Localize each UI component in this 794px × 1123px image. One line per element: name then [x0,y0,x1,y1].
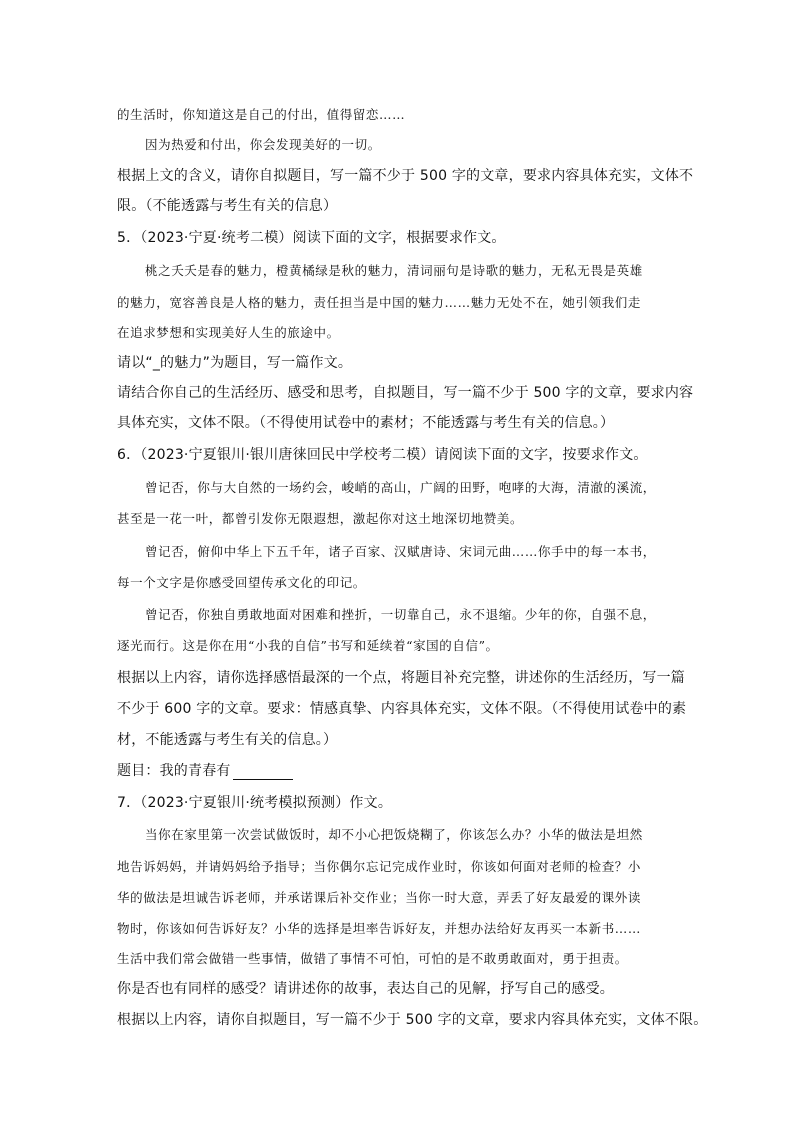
question-7-material: 华的做法是坦诚告诉老师，并承诺课后补交作业；当你一时大意，弄丢了好友最爱的课外读 [117,890,642,905]
question-7-requirement: 你是否也有同样的感受？请讲述你的故事，表达自己的见解，抒写自己的感受。 [117,981,614,997]
question-6-title-prompt [117,760,293,780]
question-5-requirement: 请以“_的魅力”为题目，写一篇作文。 [117,355,353,371]
question-6-material: 甚至是一花一叶，都曾引发你无限遐想，激起你对这土地深切地赞美。 [117,511,524,526]
question-7-header: 7．（2023·宁夏银川·统考模拟预测）作文。 [117,795,393,811]
question-6-requirement: 不少于 600 字的文章。要求：情感真挚、内容具体充实，文体不限。（不得使用试卷中的素 [117,701,687,717]
question-7-material: 当你在家里第一次尝试做饭时，却不小心把饭烧糊了，你该怎么办？小华的做法是坦然 [145,827,643,842]
question-7-material: 物时，你该如何告诉好友？小华的选择是坦率告诉好友，并想办法给好友再买一本新书…… [117,921,642,936]
question-5-material: 的魅力，宽容善良是人格的魅力，责任担当是中国的魅力……魅力无处不在，她引领我们走 [117,295,642,310]
question-6-requirement: 根据以上内容，请你选择感悟最深的一个点，将题目补充完整，讲述你的生活经历，写一篇 [117,670,685,686]
question-7-material: 地告诉妈妈，并请妈妈给予指导；当你偶尔忘记完成作业时，你该如何面对老师的检查？小 [117,859,642,874]
question-4-requirement: 根据上文的含义，请你自拟题目，写一篇不少于 500 字的文章，要求内容具体充实，文体不 [117,168,694,184]
question-7-material: 生活中我们常会做错一些事情，做错了事情不可怕，可怕的是不敢勇敢面对，勇于担责。 [117,951,628,966]
question-6-material: 每一个文字是你感受回望传承文化的印记。 [117,575,366,590]
title-blank-line [233,765,293,780]
question-7-requirement: 根据以上内容，请你自拟题目，写一篇不少于 500 字的文章，要求内容具体充实，文体不限。 [117,1012,708,1028]
question-5-requirement: 请结合你自己的生活经历、感受和思考，自拟题目，写一篇不少于 500 字的文章，要求内容 [117,385,694,401]
paragraph-line: 的生活时，你知道这是自己的付出，值得留恋…… [117,107,406,122]
question-5-requirement: 具体充实，文体不限。（不得使用试卷中的素材；不能透露与考生有关的信息。） [117,415,615,431]
question-6-material: 曾记否，你与大自然的一场约会，峻峭的高山，广阔的田野，咆哮的大海，清澈的溪流， [145,480,656,495]
question-6-material: 曾记否，你独自勇敢地面对困难和挫折，一切靠自己，永不退缩。少年的你，自强不息， [145,607,656,622]
paragraph-line: 因为热爱和付出，你会发现美好的一切。 [145,137,381,152]
title-prompt-label: 题目：我的青春有 [117,763,231,779]
question-5-material: 在追求梦想和实现美好人生的旅途中。 [117,325,340,340]
question-5-header: 5．（2023·宁夏·统考二模）阅读下面的文字，根据要求作文。 [117,230,506,246]
question-5-material: 桃之夭夭是春的魅力，橙黄橘绿是秋的魅力，清词丽句是诗歌的魅力，无私无畏是英雄 [145,263,643,278]
question-4-requirement: 限。（不能透露与考生有关的信息） [117,198,338,214]
question-6-material: 曾记否，俯仰中华上下五千年，诸子百家、汉赋唐诗、宋词元曲……你手中的每一本书， [145,544,656,559]
question-6-requirement: 材，不能透露与考生有关的信息。） [117,732,338,748]
question-6-header: 6．（2023·宁夏银川·银川唐徕回民中学校考二模）请阅读下面的文字，按要求作文。 [117,447,648,463]
question-6-material: 逐光而行。这是你在用“小我的自信”书写和延续着“家国的自信”。 [117,638,499,653]
